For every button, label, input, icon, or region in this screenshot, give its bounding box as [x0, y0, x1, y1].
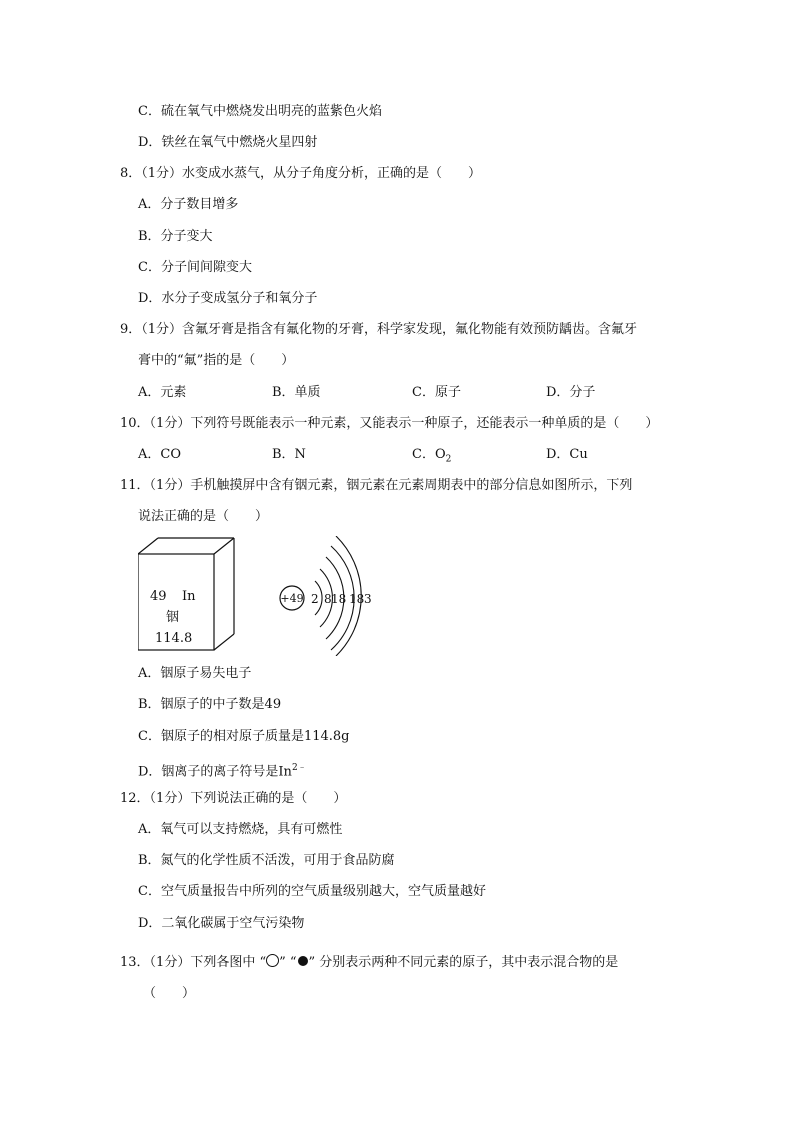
question-7-option-d: D．铁丝在氧气中燃烧火星四射	[138, 135, 318, 150]
question-9-option-a: A．元素	[138, 385, 187, 400]
option-d-text: D．铟离子的离子符号是In	[138, 764, 292, 780]
option-c-text: C．O	[412, 447, 446, 462]
question-9-stem-line2: 膏中的“氟”指的是（ ）	[138, 353, 295, 368]
question-8-option-b: B．分子变大	[138, 229, 213, 244]
hollow-atom-icon	[266, 954, 279, 967]
shell-count-2: 8	[324, 592, 332, 606]
filled-atom-icon	[298, 956, 308, 966]
question-13-stem-line2: （ ）	[143, 986, 196, 1001]
element-symbol: In	[182, 589, 196, 604]
question-11-option-b: B．铟原子的中子数是49	[138, 697, 282, 712]
question-11-option-c: C．铟原子的相对原子质量是114.8g	[138, 729, 350, 744]
q13-text-end: ” 分别表示两种不同元素的原子，其中表示混合物的是	[308, 955, 619, 970]
question-9-option-d: D．分子	[546, 385, 596, 400]
question-11-stem-line1: 11．（1分）手机触摸屏中含有铟元素，铟元素在元素周期表中的部分信息如图所示，下列	[120, 478, 633, 493]
question-10-option-a: A．CO	[138, 447, 181, 462]
question-12-stem: 12．（1分）下列说法正确的是（ ）	[120, 791, 347, 806]
subscript-2: 2	[445, 454, 452, 465]
question-12-option-d: D．二氧化碳属于空气污染物	[138, 916, 305, 931]
question-8-option-d: D．水分子变成氢分子和氧分子	[138, 291, 318, 306]
question-12-option-b: B．氮气的化学性质不活泼，可用于食品防腐	[138, 853, 395, 868]
question-8-stem: 8．（1分）水变成水蒸气，从分子角度分析，正确的是（ ）	[120, 166, 482, 181]
question-11-option-a: A．铟原子易失电子	[138, 666, 252, 681]
ion-charge-superscript: 2﹣	[291, 763, 307, 773]
question-10-option-d: D．Cu	[546, 447, 588, 462]
atomic-mass: 114.8	[155, 631, 193, 646]
question-12-option-c: C．空气质量报告中所列的空气质量级别越大，空气质量越好	[138, 884, 486, 899]
question-11-stem-line2: 说法正确的是（ ）	[138, 509, 269, 524]
question-8-option-a: A．分子数目增多	[138, 197, 239, 212]
question-7-option-c: C．硫在氧气中燃烧发出明亮的蓝紫色火焰	[138, 104, 382, 119]
question-12-option-a: A．氧气可以支持燃烧，具有可燃性	[138, 822, 343, 837]
nucleus-charge: +49	[280, 592, 304, 605]
question-9-stem-line1: 9．（1分）含氟牙膏是指含有氟化物的牙膏，科学家发现，氟化物能有效预防龋齿。含氟牙	[120, 322, 638, 337]
q13-text-start: 13．（1分）下列各图中 “	[120, 955, 267, 970]
element-name: 铟	[166, 610, 180, 625]
shell-count-4: 18	[349, 592, 365, 606]
question-10-stem: 10．（1分）下列符号既能表示一种元素，又能表示一种原子，还能表示一种单质的是（ ）	[120, 416, 659, 431]
question-8-option-c: C．分子间间隙变大	[138, 260, 252, 275]
question-13-stem-line1	[120, 954, 618, 971]
indium-figure	[138, 536, 378, 656]
question-10-option-c	[412, 447, 451, 468]
indium-element-cell-and-atom-diagram	[138, 536, 378, 656]
question-9-option-c: C．原子	[412, 385, 461, 400]
shell-count-3: 18	[331, 592, 347, 606]
shell-count-1: 2	[311, 592, 319, 606]
q13-text-mid: ” “	[279, 955, 297, 970]
question-11-option-d	[138, 760, 307, 780]
question-9-option-b: B．单质	[272, 385, 321, 400]
shell-count-5: 3	[364, 592, 372, 606]
question-10-option-b: B．N	[272, 447, 306, 462]
atomic-number: 49	[150, 589, 167, 604]
